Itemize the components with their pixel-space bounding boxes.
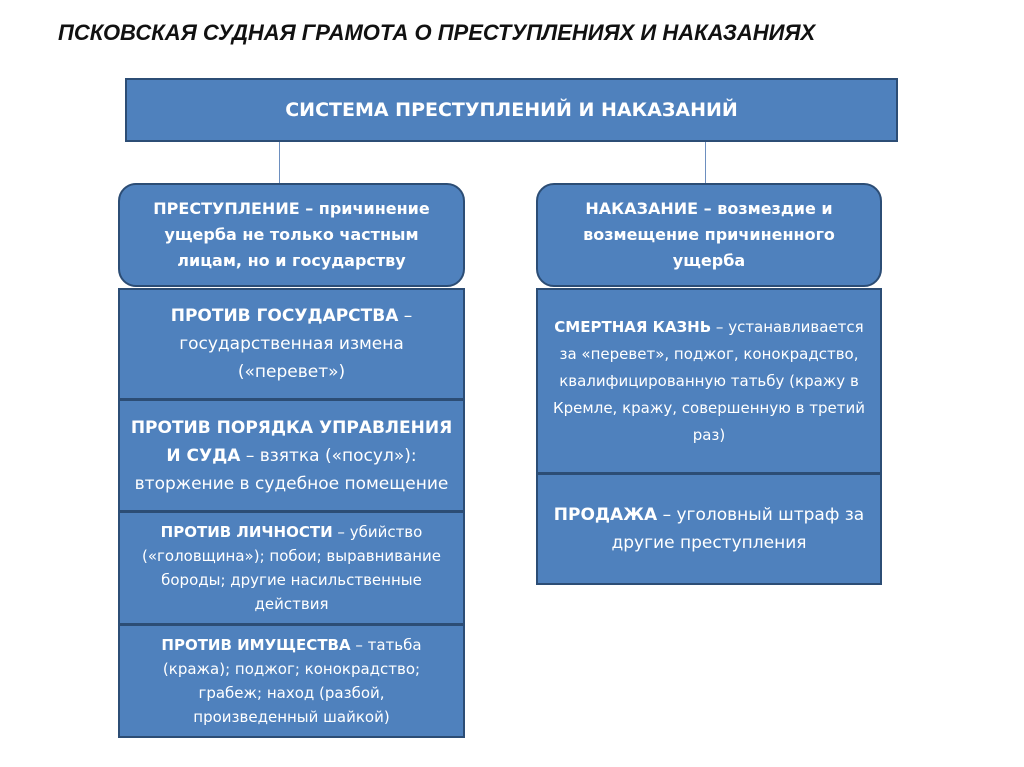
punishment-item-desc: – уголовный штраф за другие преступления xyxy=(611,505,865,553)
crime-definition-box xyxy=(118,183,465,287)
system-header-box xyxy=(125,78,898,142)
punishment-item-death xyxy=(536,288,882,474)
punishment-item-head: СМЕРТНАЯ КАЗНЬ xyxy=(554,317,712,336)
crime-item-head: ПРОТИВ ИМУЩЕСТВА xyxy=(161,636,351,654)
punishment-definition-box xyxy=(536,183,882,287)
crime-definition-text: ПРЕСТУПЛЕНИЕ – причинение ущерба не только частным лицам, но и государству xyxy=(153,199,430,270)
crime-item-head: ПРОТИВ ЛИЧНОСТИ xyxy=(160,523,333,541)
crime-item-person xyxy=(118,511,465,625)
punishment-item-head: ПРОДАЖА xyxy=(553,505,658,525)
crime-item-head: ПРОТИВ ГОСУДАРСТВА xyxy=(170,306,399,326)
crime-item-head: ПРОТИВ ПОРЯДКА УПРАВЛЕНИЯ И СУДА xyxy=(130,417,453,466)
crime-item-desc: – взятка («посул»): вторжение в судебное помещение xyxy=(134,445,449,494)
system-header-text: СИСТЕМА ПРЕСТУПЛЕНИЙ И НАКАЗАНИЙ xyxy=(285,99,738,121)
punishment-definition-text: НАКАЗАНИЕ – возмездие и возмещение причиненного ущерба xyxy=(583,199,835,270)
connector-right xyxy=(705,142,706,184)
crime-item-desc: – убийство («головщина»); побои; выравнивание бороды; другие насильственные действия xyxy=(141,523,441,613)
crime-item-order xyxy=(118,399,465,512)
crime-item-desc: – татьба (кража); поджог; конокрадство; грабеж; наход (разбой, произведенный шайкой) xyxy=(162,636,422,726)
punishment-item-sale xyxy=(536,473,882,585)
punishment-item-desc: – устанавливается за «перевет», поджог, конокрадство, квалифицированную татьбу (кражу в Кремле, кражу, совершенную в третий раз) xyxy=(553,317,865,444)
crime-item-desc: – государственная измена («перевет») xyxy=(179,306,413,382)
crime-item-state xyxy=(118,288,465,400)
connector-left xyxy=(279,142,280,184)
page-title: ПСКОВСКАЯ СУДНАЯ ГРАМОТА О ПРЕСТУПЛЕНИЯХ И НАКАЗАНИЯХ xyxy=(58,20,816,45)
crime-item-property xyxy=(118,624,465,738)
